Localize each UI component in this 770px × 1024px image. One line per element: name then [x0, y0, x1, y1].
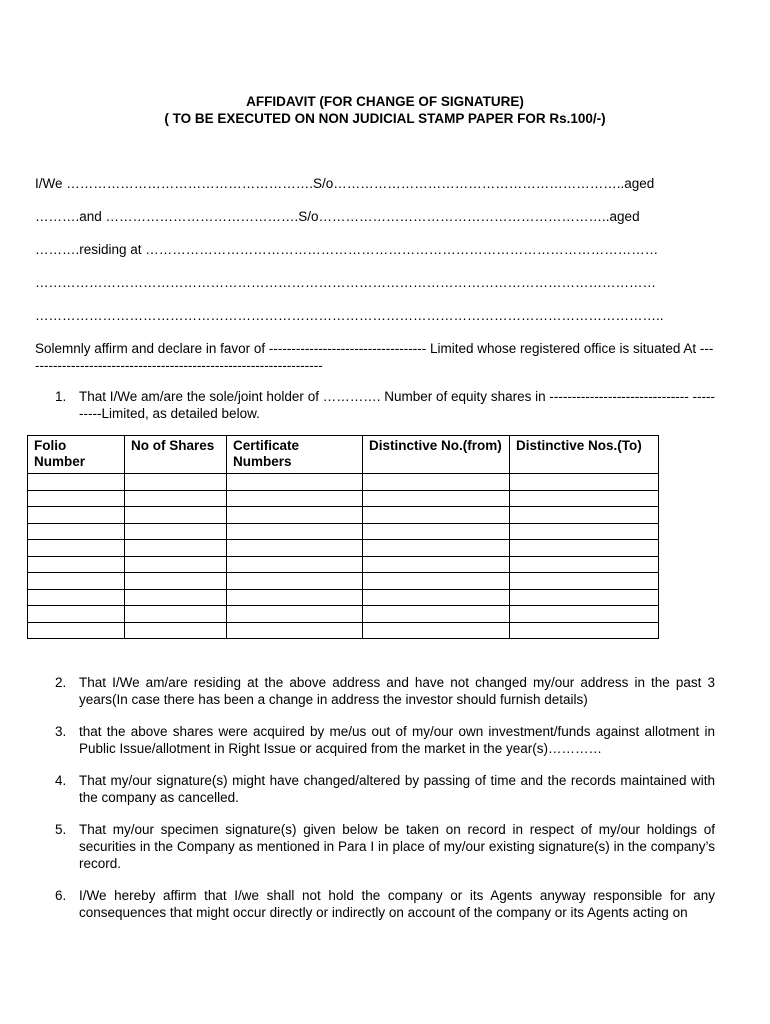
clause-text: that the above shares were acquired by me/us out of my/our own investment/funds against allotment in Public Issue/allotment in Right Issue or acquired from the market in the year(s)…………: [79, 724, 715, 756]
clause-number: 6.: [55, 888, 67, 903]
cell[interactable]: [363, 474, 510, 491]
cell[interactable]: [227, 474, 363, 491]
table-header-row: [28, 436, 659, 474]
clause-text: I/We hereby affirm that I/we shall not hold the company or its Agents anyway responsible for any consequences that might occur directly or indirectly on account of the company or its Agents acting on: [79, 888, 715, 920]
clause-text: That my/our specimen signature(s) given below be taken on record in respect of my/our holdings of securities in the Company as mentioned in Para I in place of my/our existing signature(s) in the company’s record.: [79, 822, 715, 871]
cell[interactable]: [510, 540, 659, 557]
clause-1: [55, 388, 715, 422]
table-row: [28, 474, 659, 491]
cell[interactable]: [28, 622, 125, 639]
cell[interactable]: [510, 589, 659, 606]
table-row: [28, 490, 659, 507]
cell[interactable]: [28, 573, 125, 590]
header-no-of-shares: No of Shares: [125, 436, 227, 474]
clause-3: [55, 723, 715, 757]
cell[interactable]: [125, 573, 227, 590]
cell[interactable]: [125, 622, 227, 639]
clause-2: [55, 674, 715, 708]
name-line-2: ……….and …………………………………….S/o………………………………………………………..aged: [35, 209, 640, 224]
cell[interactable]: [227, 540, 363, 557]
cell[interactable]: [125, 606, 227, 623]
header-distinctive-to: Distinctive Nos.(To): [510, 436, 659, 474]
header-distinctive-from: Distinctive No.(from): [363, 436, 510, 474]
clause-4: [55, 772, 715, 806]
table-row: [28, 622, 659, 639]
cell[interactable]: [125, 540, 227, 557]
cell[interactable]: [510, 507, 659, 524]
clause-number: 5.: [55, 822, 67, 837]
cell[interactable]: [125, 490, 227, 507]
cell[interactable]: [125, 589, 227, 606]
cell[interactable]: [510, 490, 659, 507]
cell[interactable]: [28, 589, 125, 606]
clause-number: 3.: [55, 724, 67, 739]
cell[interactable]: [227, 606, 363, 623]
cell[interactable]: [363, 622, 510, 639]
clause-number: 1.: [55, 389, 67, 404]
address-line-1: ……….residing at ……………………………………………………………………………………………………: [35, 242, 659, 257]
table-row: [28, 507, 659, 524]
cell[interactable]: [363, 523, 510, 540]
table-row: [28, 589, 659, 606]
declaration-paragraph: Solemnly affirm and declare in favor of ----------------------------------- Limited whose registered office is situated At -------------------------------------------------------------------: [35, 341, 714, 373]
cell[interactable]: [227, 556, 363, 573]
cell[interactable]: [28, 474, 125, 491]
cell[interactable]: [28, 540, 125, 557]
cell[interactable]: [363, 490, 510, 507]
cell[interactable]: [227, 622, 363, 639]
cell[interactable]: [363, 573, 510, 590]
cell[interactable]: [125, 556, 227, 573]
header-folio-number: Folio Number: [28, 436, 125, 474]
cell[interactable]: [125, 507, 227, 524]
header-certificate-numbers: Certificate Numbers: [227, 436, 363, 474]
table-row: [28, 556, 659, 573]
clause-6: [55, 887, 715, 921]
clause-number: 4.: [55, 773, 67, 788]
table-row: [28, 573, 659, 590]
cell[interactable]: [227, 523, 363, 540]
cell[interactable]: [227, 573, 363, 590]
cell[interactable]: [363, 507, 510, 524]
table-row: [28, 540, 659, 557]
cell[interactable]: [28, 556, 125, 573]
clause-5: [55, 821, 715, 872]
share-holdings-table: [27, 435, 659, 639]
cell[interactable]: [363, 606, 510, 623]
clause-text: That I/We am/are residing at the above address and have not changed my/our address in the past 3 years(In case there has been a change in address the investor should furnish details): [79, 675, 715, 707]
cell[interactable]: [510, 556, 659, 573]
cell[interactable]: [227, 507, 363, 524]
cell[interactable]: [510, 474, 659, 491]
cell[interactable]: [227, 490, 363, 507]
cell[interactable]: [28, 490, 125, 507]
cell[interactable]: [125, 474, 227, 491]
cell[interactable]: [510, 523, 659, 540]
cell[interactable]: [510, 622, 659, 639]
clause-text: That my/our signature(s) might have changed/altered by passing of time and the records maintained with the company as cancelled.: [79, 773, 715, 805]
cell[interactable]: [28, 507, 125, 524]
document-title: AFFIDAVIT (FOR CHANGE OF SIGNATURE): [246, 94, 524, 109]
cell[interactable]: [363, 556, 510, 573]
cell[interactable]: [125, 523, 227, 540]
cell[interactable]: [227, 589, 363, 606]
cell[interactable]: [510, 606, 659, 623]
cell[interactable]: [363, 589, 510, 606]
address-line-2: …………………………………………………………………………………………………………………………: [35, 275, 656, 290]
name-line-1: I/We ……………………………………………….S/o………………………………………………………..aged: [35, 176, 655, 191]
cell[interactable]: [510, 573, 659, 590]
table-row: [28, 523, 659, 540]
clause-text: That I/We am/are the sole/joint holder of …………. Number of equity shares in ------------------------------- ----------Limited, as detailed below.: [79, 389, 715, 421]
cell[interactable]: [28, 523, 125, 540]
cell[interactable]: [363, 540, 510, 557]
clause-number: 2.: [55, 675, 67, 690]
document-subtitle: ( TO BE EXECUTED ON NON JUDICIAL STAMP PAPER FOR Rs.100/-): [164, 111, 606, 126]
cell[interactable]: [28, 606, 125, 623]
address-line-3: …………………………………………………………………………………………………………………………..: [35, 308, 664, 323]
table-row: [28, 606, 659, 623]
